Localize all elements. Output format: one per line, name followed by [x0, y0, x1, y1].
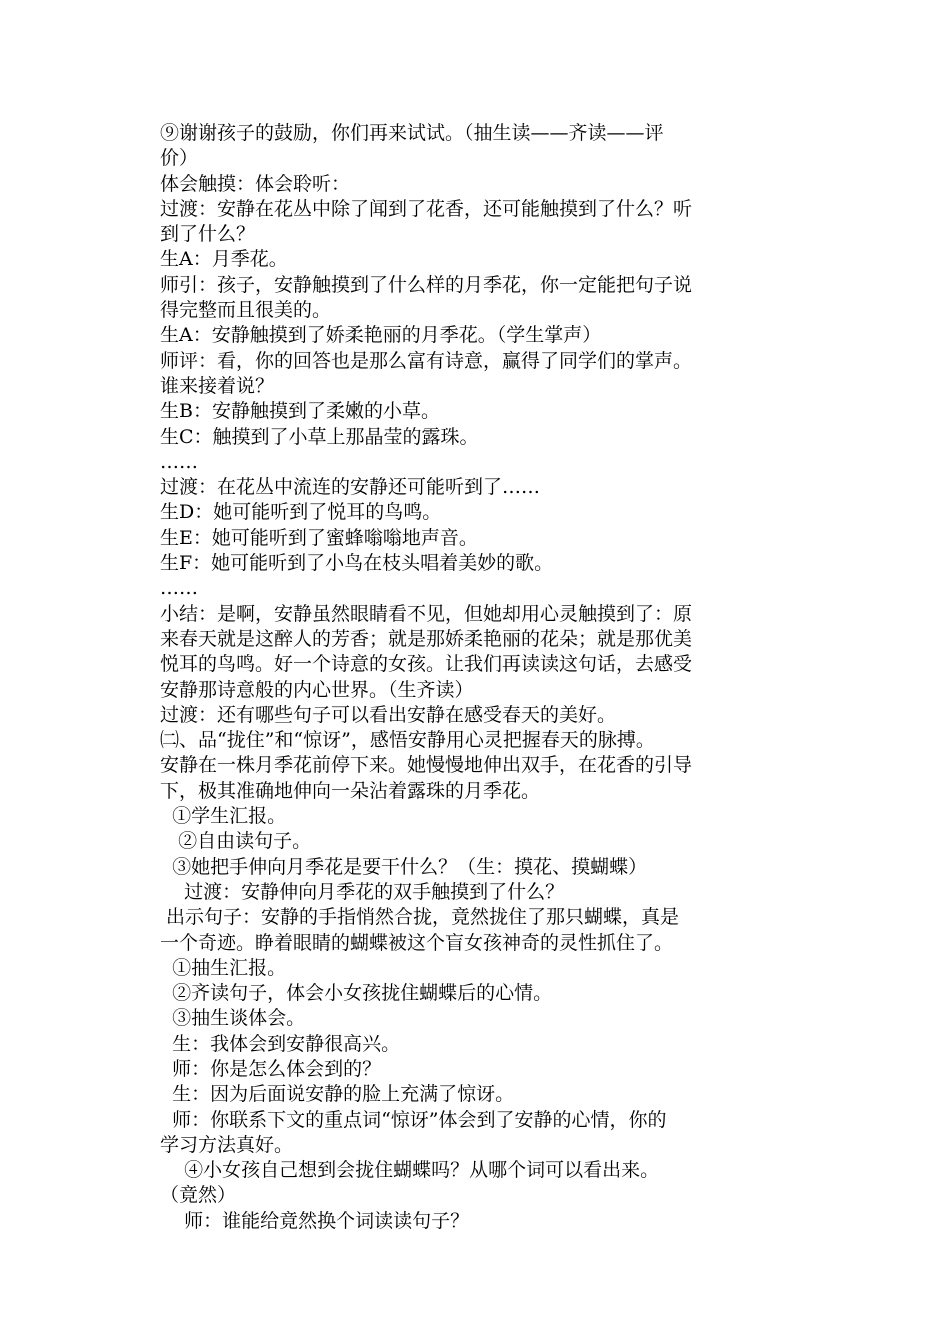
text-line: 生F：她可能听到了小鸟在枝头唱着美妙的歌。	[160, 552, 554, 575]
text-line: 过渡：安静伸向月季花的双手触摸到了什么？	[160, 880, 565, 903]
text-line: 师引：孩子，安静触摸到了什么样的月季花，你一定能把句子说	[160, 273, 693, 296]
text-line: 生E：她可能听到了蜜蜂嗡嗡地声音。	[160, 526, 478, 549]
section-heading: 体会触摸：体会聆听：	[160, 172, 351, 195]
text-line: 到了什么？	[160, 223, 256, 246]
text-line: 生A：月季花。	[160, 248, 288, 271]
text-line: 生A：安静触摸到了娇柔艳丽的月季花。（学生掌声）	[160, 324, 602, 347]
text-line: 师：你是怎么体会到的？	[160, 1057, 382, 1080]
text-line: ①抽生汇报。	[160, 956, 287, 979]
text-line: 价）	[160, 147, 199, 170]
section-heading: ㈡、品“拢住”和“惊讶”，感悟安静用心灵把握春天的脉搏。	[160, 729, 655, 752]
text-line: 安静那诗意般的内心世界。（生齐读）	[160, 678, 474, 701]
text-line: 得完整而且很美的。	[160, 299, 332, 322]
text-line: 生B：安静触摸到了柔嫩的小草。	[160, 400, 440, 423]
document-body	[160, 121, 815, 1234]
text-line: 生：因为后面说安静的脸上充满了惊讶。	[160, 1083, 515, 1106]
text-line: 小结：是啊，安静虽然眼睛看不见，但她却用心灵触摸到了：原	[160, 602, 693, 625]
ellipsis-line: ……	[160, 577, 198, 600]
text-line: 学习方法真好。	[160, 1133, 294, 1156]
text-line: ④小女孩自己想到会拢住蝴蝶吗？从哪个词可以看出来。	[160, 1159, 660, 1182]
text-line: ②自由读句子。	[160, 830, 312, 853]
text-line: 过渡：还有哪些句子可以看出安静在感受春天的美好。	[160, 703, 617, 726]
text-line: ③抽生谈体会。	[160, 1007, 306, 1030]
text-line: 生C：触摸到了小草上那晶莹的露珠。	[160, 425, 479, 448]
text-line: 师：你联系下文的重点词“惊讶”体会到了安静的心情，你的	[160, 1108, 667, 1131]
text-line: 生：我体会到安静很高兴。	[160, 1032, 401, 1055]
text-line: 悦耳的鸟鸣。好一个诗意的女孩。让我们再读读这句话，去感受	[160, 653, 693, 676]
text-line: 师评：看，你的回答也是那么富有诗意，赢得了同学们的掌声。	[160, 349, 693, 372]
text-line: 来春天就是这醉人的芳香；就是那娇柔艳丽的花朵；就是那优美	[160, 627, 693, 650]
ellipsis-line: ……	[160, 450, 198, 473]
text-line: 谁来接着说？	[160, 374, 275, 397]
text-line: （竟然）	[160, 1184, 237, 1207]
text-line: ⑨谢谢孩子的鼓励，你们再来试试。（抽生读——齐读——评	[160, 122, 664, 144]
text-line: 过渡：安静在花丛中除了闻到了花香，还可能触摸到了什么？听	[160, 197, 693, 220]
text-line: 出示句子：安静的手指悄然合拢，竟然拢住了那只蝴蝶，真是	[160, 906, 680, 929]
text-line: 下，极其准确地伸向一朵沾着露珠的月季花。	[160, 779, 541, 802]
text-line: ①学生汇报。	[160, 805, 287, 828]
text-line: 安静在一株月季花前停下来。她慢慢地伸出双手，在花香的引导	[160, 754, 693, 777]
text-line: 生D：她可能听到了悦耳的鸟鸣。	[160, 501, 442, 524]
text-line: 师：谁能给竟然换个词读读句子？	[160, 1209, 470, 1232]
text-line: ②齐读句子，体会小女孩拢住蝴蝶后的心情。	[160, 982, 553, 1005]
text-line: 过渡：在花丛中流连的安静还可能听到了……	[160, 476, 541, 499]
text-line: ③她把手伸向月季花是要干什么？（生：摸花、摸蝴蝶）	[160, 855, 648, 878]
text-line: 一个奇迹。睁着眼睛的蝴蝶被这个盲女孩神奇的灵性抓住了。	[160, 931, 674, 954]
